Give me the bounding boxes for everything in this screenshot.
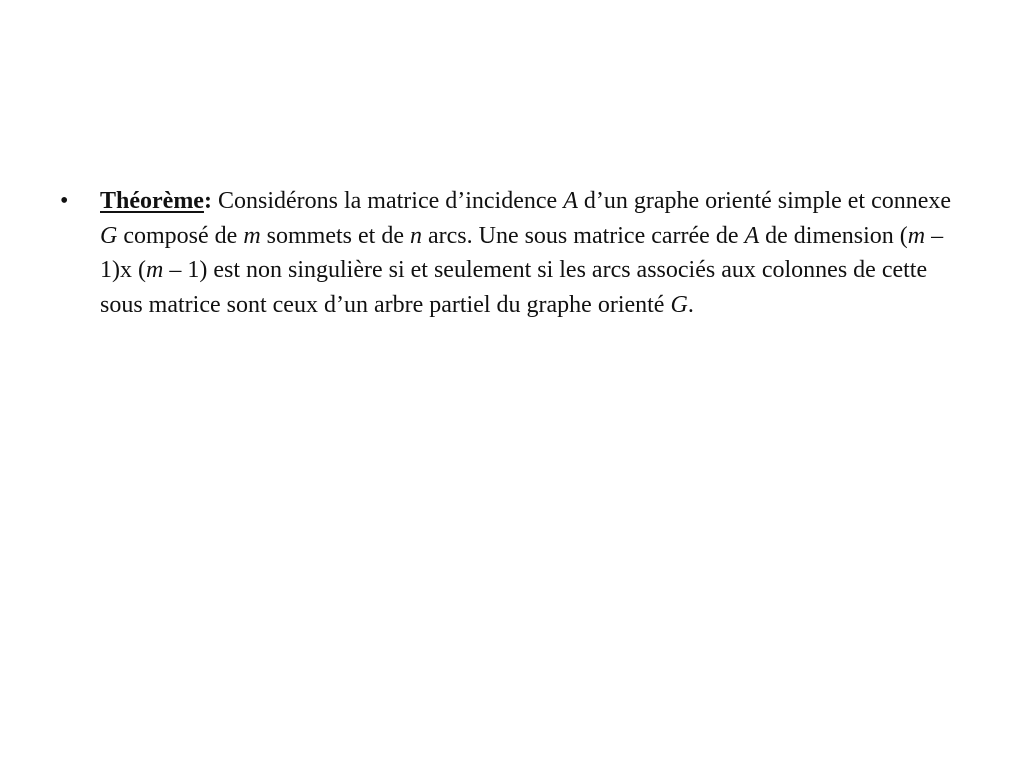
- theorem-text: [100, 188, 951, 318]
- theorem-label-colon: :: [203, 188, 212, 214]
- text-segment: – 1)x (: [100, 222, 944, 283]
- text-segment: de dimension (: [759, 222, 908, 249]
- text-segment: d’un graphe orienté simple et connexe: [577, 188, 952, 214]
- bullet-list: [60, 184, 970, 322]
- bullet-point-icon: •: [60, 188, 69, 214]
- text-segment: Considérons la matrice d’incidence: [211, 188, 564, 214]
- theorem-bullet: [60, 184, 970, 322]
- math-var-m: m: [907, 222, 926, 249]
- text-segment: composé de: [117, 222, 244, 249]
- theorem-label: Théorème: [100, 188, 204, 214]
- text-segment: sommets et de: [260, 222, 410, 249]
- math-var-n: n: [409, 222, 422, 249]
- math-var-m: m: [243, 222, 261, 249]
- math-var-g: G: [100, 222, 118, 249]
- text-segment: .: [687, 291, 694, 318]
- text-segment: arcs. Une sous matrice carrée de: [421, 222, 745, 249]
- math-var-m: m: [145, 257, 164, 283]
- math-var-a: A: [744, 222, 760, 249]
- math-var-a: A: [563, 188, 578, 214]
- text-segment: – 1) est non singulière si et seulement si les arcs associés aux colonnes de cette sous matrice sont ceux d’un arbre partiel du graphe orienté: [100, 257, 928, 318]
- math-var-g: G: [670, 291, 688, 318]
